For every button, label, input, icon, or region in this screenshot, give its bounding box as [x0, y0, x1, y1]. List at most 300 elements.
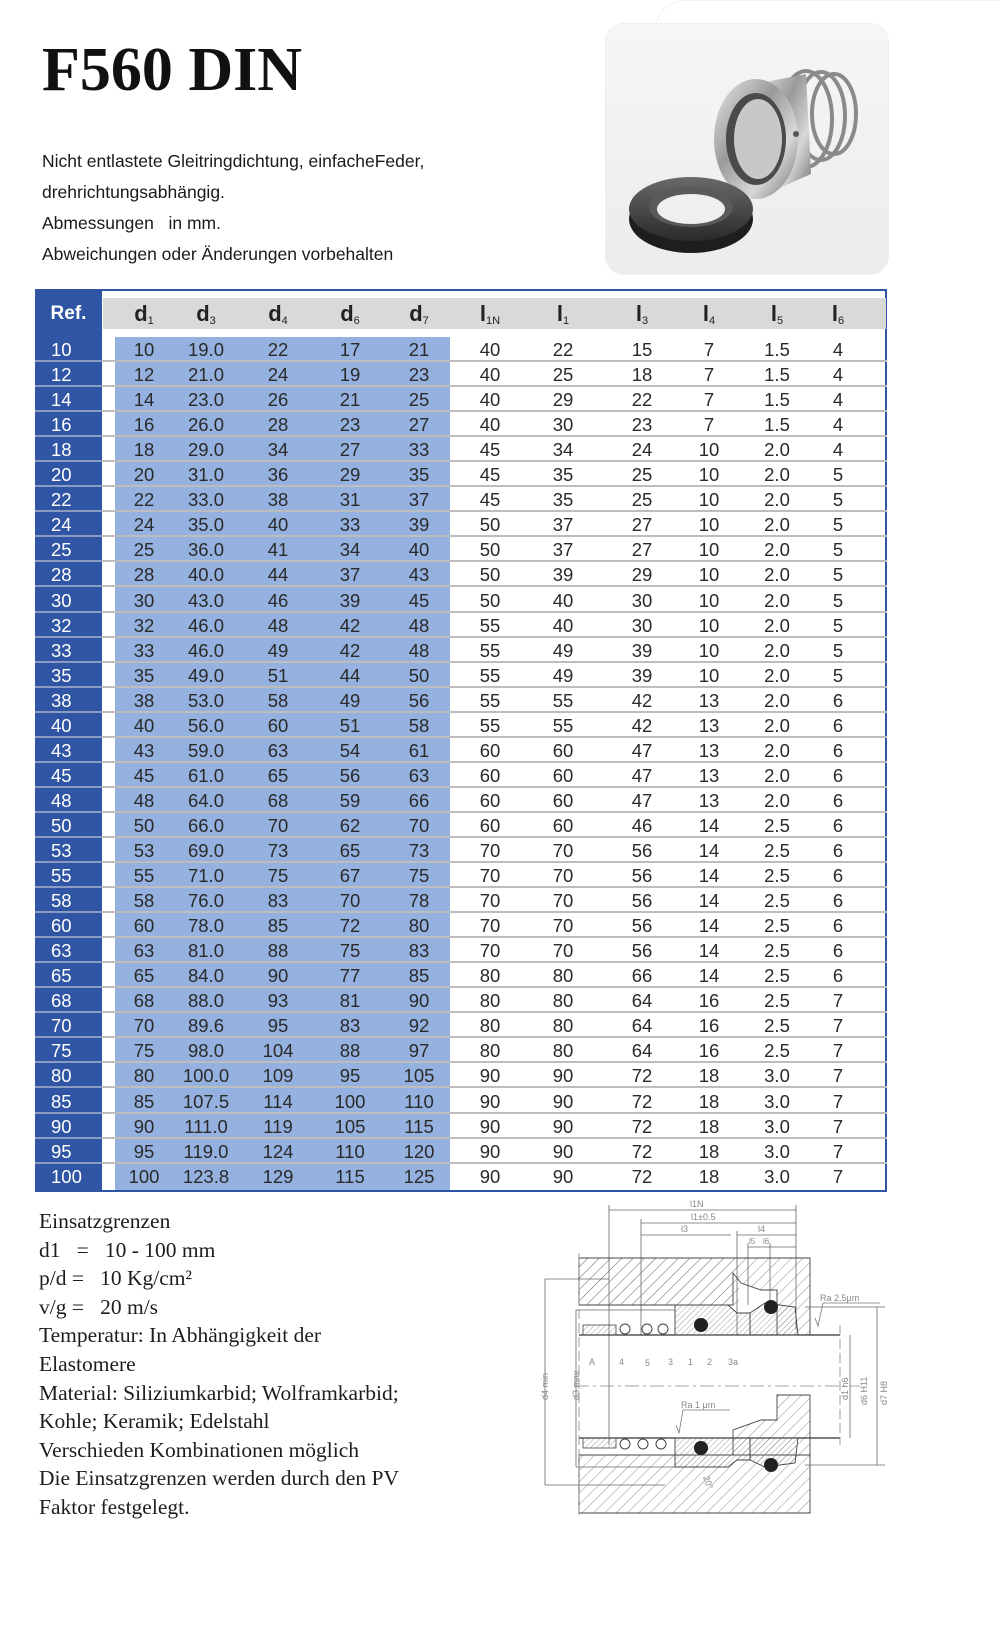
value-cell: 39 [631, 639, 653, 661]
value-cell: 7 [703, 414, 715, 436]
value-cell: 55 [479, 664, 501, 686]
value-cell: 2.0 [764, 664, 790, 686]
value-cell: 70 [479, 840, 501, 861]
value-cell: 24 [133, 514, 155, 536]
value-cell: 60 [479, 789, 501, 811]
value-cell: 23.0 [187, 389, 224, 411]
value-cell: 47 [631, 789, 653, 811]
value-cell: 14 [698, 940, 720, 962]
ref-cell: 35 [51, 664, 72, 686]
value-cell: 80 [552, 1040, 574, 1062]
value-cell: 78 [408, 890, 430, 912]
dim-l1n: l1N [690, 1199, 704, 1209]
column-header-subscript: 6 [838, 315, 845, 327]
value-cell: 45 [479, 464, 501, 486]
value-cell: 4 [832, 389, 844, 411]
value-cell: 21 [408, 339, 430, 360]
value-cell: 40 [133, 714, 155, 736]
ref-cell: 22 [51, 489, 72, 511]
value-cell: 119 [263, 1115, 293, 1137]
ref-cell: 38 [51, 689, 72, 711]
limit-temperature: Temperatur: In Abhängigkeit der [39, 1323, 322, 1348]
value-cell: 80 [133, 1065, 155, 1087]
table-row [35, 588, 887, 613]
column-header-subscript: 3 [642, 315, 649, 327]
ref-cell: 95 [51, 1140, 72, 1162]
value-cell: 10 [698, 664, 720, 686]
value-cell: 55 [479, 689, 501, 711]
value-cell: 37 [552, 539, 574, 561]
part-label-1: 1 [688, 1357, 694, 1367]
value-cell: 5 [832, 664, 844, 686]
ref-cell: 50 [51, 814, 72, 836]
column-header-l1n [460, 300, 520, 328]
value-cell: 65 [339, 840, 361, 861]
value-cell: 10 [698, 589, 720, 611]
value-cell: 68 [133, 990, 155, 1012]
column-header-d1 [114, 300, 174, 328]
value-cell: 39 [339, 589, 361, 611]
table-row [35, 638, 887, 663]
ref-cell: 80 [51, 1065, 72, 1087]
table-row [35, 537, 887, 562]
ref-cell: 16 [51, 414, 72, 436]
value-cell: 50 [408, 664, 430, 686]
value-cell: 2.5 [764, 890, 790, 912]
ref-cell: 85 [51, 1090, 72, 1112]
value-cell: 37 [408, 489, 430, 511]
table-row [35, 663, 887, 688]
value-cell: 5 [832, 589, 844, 611]
value-cell: 90 [552, 1090, 574, 1112]
value-cell: 109 [262, 1065, 294, 1087]
value-cell: 3.0 [764, 1090, 790, 1112]
table-row [35, 938, 887, 963]
value-cell: 90 [552, 1115, 574, 1137]
value-cell: 22 [267, 339, 289, 360]
value-cell: 70 [552, 840, 574, 861]
value-cell: 7 [832, 1115, 844, 1137]
value-cell: 29 [339, 464, 361, 486]
value-cell: 48 [408, 639, 430, 661]
table-row [35, 988, 887, 1013]
value-cell: 64 [631, 1015, 653, 1037]
value-cell: 56 [631, 915, 653, 937]
ref-cell: 25 [51, 539, 72, 561]
column-header-subscript: 1 [147, 315, 154, 327]
value-cell: 14 [133, 389, 155, 411]
value-cell: 49 [267, 639, 289, 661]
value-cell: 20 [133, 464, 155, 486]
column-header-d7 [389, 300, 449, 328]
value-cell: 16 [698, 1015, 720, 1037]
value-cell: 2.5 [764, 1040, 790, 1062]
table-row [35, 1139, 887, 1164]
dim-d6-label: d6 H11 [859, 1376, 869, 1405]
ref-cell: 32 [51, 614, 72, 636]
value-cell: 75 [339, 940, 361, 962]
value-cell: 70 [552, 940, 574, 962]
value-cell: 6 [832, 689, 844, 711]
value-cell: 33.0 [187, 489, 224, 511]
value-cell: 6 [832, 739, 844, 761]
value-cell: 33 [339, 514, 361, 536]
value-cell: 13 [698, 739, 720, 761]
value-cell: 14 [698, 865, 720, 887]
value-cell: 7 [832, 1065, 844, 1087]
ref-cell: 60 [51, 915, 72, 937]
table-row [35, 838, 887, 863]
description [42, 146, 424, 270]
value-cell: 70 [267, 814, 289, 836]
value-cell: 40.0 [187, 564, 224, 586]
table-row [35, 888, 887, 913]
value-cell: 58 [133, 890, 155, 912]
value-cell: 10 [698, 514, 720, 536]
value-cell: 89.6 [187, 1015, 224, 1037]
value-cell: 10 [698, 614, 720, 636]
value-cell: 55 [552, 714, 574, 736]
value-cell: 2.0 [764, 514, 790, 536]
value-cell: 90 [552, 1140, 574, 1162]
value-cell: 30 [133, 589, 155, 611]
value-cell: 31 [339, 489, 361, 511]
value-cell: 60 [552, 764, 574, 786]
value-cell: 39 [552, 564, 574, 586]
value-cell: 40 [479, 364, 501, 386]
value-cell: 60 [479, 739, 501, 761]
value-cell: 81.0 [187, 940, 224, 962]
value-cell: 16 [698, 1040, 720, 1062]
ref-cell: 68 [51, 990, 72, 1012]
value-cell: 60 [267, 714, 289, 736]
ref-cell: 28 [51, 564, 72, 586]
value-cell: 97 [408, 1040, 430, 1062]
column-header-subscript: 1 [563, 315, 570, 327]
value-cell: 55 [479, 714, 501, 736]
value-cell: 10 [698, 464, 720, 486]
value-cell: 2.5 [764, 915, 790, 937]
table-row [35, 412, 887, 437]
value-cell: 36.0 [187, 539, 224, 561]
value-cell: 5 [832, 564, 844, 586]
value-cell: 6 [832, 840, 844, 861]
value-cell: 14 [698, 965, 720, 987]
value-cell: 2.0 [764, 464, 790, 486]
value-cell: 80 [479, 1040, 501, 1062]
value-cell: 2.0 [764, 639, 790, 661]
value-cell: 25 [133, 539, 155, 561]
value-cell: 23 [631, 414, 653, 436]
value-cell: 5 [832, 464, 844, 486]
value-cell: 81 [339, 990, 361, 1012]
dim-d3-label: d3 max [571, 1370, 581, 1400]
value-cell: 50 [133, 814, 155, 836]
value-cell: 2.0 [764, 439, 790, 461]
value-cell: 50 [479, 539, 501, 561]
value-cell: 64 [631, 990, 653, 1012]
value-cell: 66 [408, 789, 430, 811]
ref-cell: 90 [51, 1115, 72, 1137]
value-cell: 21.0 [187, 364, 224, 386]
column-header-symbol: l [635, 301, 642, 326]
value-cell: 2.5 [764, 1015, 790, 1037]
value-cell: 42 [631, 714, 653, 736]
value-cell: 56.0 [187, 714, 224, 736]
value-cell: 25 [631, 489, 653, 511]
value-cell: 98.0 [187, 1040, 224, 1062]
value-cell: 70 [479, 940, 501, 962]
ref-cell: 10 [51, 339, 72, 360]
table-row [35, 763, 887, 788]
value-cell: 50 [479, 589, 501, 611]
value-cell: 3.0 [764, 1165, 790, 1187]
value-cell: 6 [832, 714, 844, 736]
value-cell: 58 [267, 689, 289, 711]
value-cell: 123.8 [182, 1165, 230, 1187]
value-cell: 6 [832, 940, 844, 962]
value-cell: 18 [631, 364, 653, 386]
value-cell: 4 [832, 339, 844, 360]
operating-limits [39, 1207, 399, 1522]
value-cell: 35 [408, 464, 430, 486]
value-cell: 40 [479, 339, 501, 360]
value-cell: 51 [267, 664, 289, 686]
value-cell: 2.0 [764, 589, 790, 611]
value-cell: 54 [339, 739, 361, 761]
value-cell: 70 [479, 890, 501, 912]
value-cell: 39 [631, 664, 653, 686]
column-header-symbol: l [831, 301, 838, 326]
value-cell: 5 [832, 614, 844, 636]
value-cell: 56 [631, 840, 653, 861]
value-cell: 115 [404, 1115, 434, 1137]
part-label-4: 4 [619, 1357, 625, 1367]
value-cell: 43 [133, 739, 155, 761]
value-cell: 35 [133, 664, 155, 686]
seal-cross-section-drawing [515, 1195, 895, 1520]
value-cell: 34 [552, 439, 574, 461]
value-cell: 37 [339, 564, 361, 586]
value-cell: 4 [832, 364, 844, 386]
dim-l1: l1±0.5 [691, 1212, 716, 1222]
value-cell: 90 [479, 1090, 501, 1112]
value-cell: 33 [408, 439, 430, 461]
value-cell: 2.0 [764, 614, 790, 636]
value-cell: 40 [267, 514, 289, 536]
value-cell: 6 [832, 965, 844, 987]
limit-pv-note: Die Einsatzgrenzen werden durch den PV [39, 1466, 399, 1491]
value-cell: 10 [698, 564, 720, 586]
value-cell: 22 [552, 339, 574, 360]
value-cell: 25 [552, 364, 574, 386]
value-cell: 84.0 [187, 965, 224, 987]
value-cell: 30 [631, 614, 653, 636]
value-cell: 43 [408, 564, 430, 586]
ra-outer-label: Ra 2.5μm [820, 1293, 860, 1303]
value-cell: 88 [339, 1040, 361, 1062]
column-header-subscript: 6 [353, 315, 360, 327]
value-cell: 64.0 [187, 789, 224, 811]
value-cell: 2.0 [764, 789, 790, 811]
value-cell: 41 [267, 539, 289, 561]
value-cell: 3.0 [764, 1140, 790, 1162]
value-cell: 105 [403, 1065, 435, 1087]
value-cell: 35 [552, 489, 574, 511]
table-row [35, 613, 887, 638]
value-cell: 73 [408, 840, 430, 861]
value-cell: 129 [262, 1165, 294, 1187]
ref-cell: 48 [51, 789, 72, 811]
value-cell: 70 [552, 865, 574, 887]
value-cell: 27 [631, 539, 653, 561]
table-row [35, 863, 887, 888]
value-cell: 90 [479, 1140, 501, 1162]
value-cell: 55 [479, 639, 501, 661]
value-cell: 35.0 [187, 514, 224, 536]
value-cell: 56 [631, 940, 653, 962]
value-cell: 107.5 [182, 1090, 230, 1112]
value-cell: 4 [832, 414, 844, 436]
value-cell: 71.0 [187, 865, 224, 887]
description-line: drehrichtungsabhängig. [42, 182, 225, 202]
value-cell: 18 [698, 1115, 720, 1137]
value-cell: 60 [479, 764, 501, 786]
value-cell: 18 [698, 1165, 720, 1187]
dim-d7-label: d7 H8 [879, 1380, 889, 1405]
value-cell: 46 [267, 589, 289, 611]
value-cell: 95 [339, 1065, 361, 1087]
value-cell: 110 [335, 1140, 365, 1162]
table-row [35, 963, 887, 988]
column-header-symbol: l [770, 301, 777, 326]
column-header-subscript: 1N [486, 315, 501, 327]
ref-cell: 40 [51, 714, 72, 736]
ref-cell: 24 [51, 514, 72, 536]
value-cell: 111.0 [184, 1115, 228, 1137]
value-cell: 7 [832, 1165, 844, 1187]
value-cell: 80 [479, 965, 501, 987]
value-cell: 70 [339, 890, 361, 912]
value-cell: 35 [552, 464, 574, 486]
value-cell: 47 [631, 739, 653, 761]
value-cell: 42 [631, 689, 653, 711]
value-cell: 80 [552, 1015, 574, 1037]
column-header-d3 [176, 300, 236, 328]
value-cell: 90 [479, 1115, 501, 1137]
value-cell: 29 [631, 564, 653, 586]
column-header-symbol: d [196, 301, 210, 326]
value-cell: 90 [479, 1165, 501, 1187]
value-cell: 36 [267, 464, 289, 486]
value-cell: 16 [133, 414, 155, 436]
value-cell: 63 [408, 764, 430, 786]
value-cell: 50 [479, 564, 501, 586]
value-cell: 7 [832, 1140, 844, 1162]
value-cell: 85 [267, 915, 289, 937]
value-cell: 72 [631, 1115, 653, 1137]
value-cell: 5 [832, 489, 844, 511]
value-cell: 44 [339, 664, 361, 686]
value-cell: 60 [552, 739, 574, 761]
table-row [35, 813, 887, 838]
value-cell: 25 [408, 389, 430, 411]
value-cell: 70 [408, 814, 430, 836]
product-photo [606, 24, 888, 274]
value-cell: 62 [339, 814, 361, 836]
limit-combinations: Verschieden Kombinationen möglich [39, 1437, 360, 1462]
column-header-symbol: d [268, 301, 282, 326]
value-cell: 93 [267, 990, 289, 1012]
value-cell: 73 [267, 840, 289, 861]
value-cell: 13 [698, 764, 720, 786]
value-cell: 27 [339, 439, 361, 461]
table-row [35, 562, 887, 587]
column-header-subscript: 5 [777, 315, 784, 327]
value-cell: 55 [479, 614, 501, 636]
value-cell: 40 [552, 589, 574, 611]
value-cell: 42 [339, 639, 361, 661]
value-cell: 66 [631, 965, 653, 987]
value-cell: 45 [408, 589, 430, 611]
limits-heading: Einsatzgrenzen [39, 1209, 171, 1233]
value-cell: 2.0 [764, 739, 790, 761]
value-cell: 2.0 [764, 714, 790, 736]
column-header-subscript: 4 [709, 315, 716, 327]
value-cell: 21 [339, 389, 361, 411]
value-cell: 45 [479, 439, 501, 461]
value-cell: 90 [552, 1065, 574, 1087]
value-cell: 48 [408, 614, 430, 636]
column-header-symbol: d [409, 301, 423, 326]
part-label-2: 2 [707, 1357, 713, 1367]
dim-d4-label: d4 min [540, 1372, 550, 1400]
value-cell: 48 [133, 789, 155, 811]
table-row [35, 713, 887, 738]
value-cell: 56 [408, 689, 430, 711]
table-row [35, 1013, 887, 1038]
value-cell: 6 [832, 764, 844, 786]
value-cell: 72 [631, 1090, 653, 1112]
table-row [35, 788, 887, 813]
table-row [35, 1038, 887, 1063]
value-cell: 83 [339, 1015, 361, 1037]
value-cell: 29 [552, 389, 574, 411]
column-header-l4 [679, 300, 739, 328]
value-cell: 7 [703, 339, 715, 360]
value-cell: 40 [408, 539, 430, 561]
value-cell: 120 [403, 1140, 435, 1162]
value-cell: 6 [832, 789, 844, 811]
value-cell: 19.0 [187, 339, 224, 360]
value-cell: 2.5 [764, 814, 790, 836]
value-cell: 49 [552, 639, 574, 661]
table-row [35, 387, 887, 412]
angle-label: 20° [701, 1474, 716, 1491]
column-header-d6 [320, 300, 380, 328]
value-cell: 18 [698, 1065, 720, 1087]
column-header-subscript: 4 [281, 315, 288, 327]
ref-cell: 33 [51, 639, 72, 661]
value-cell: 34 [339, 539, 361, 561]
value-cell: 18 [133, 439, 155, 461]
dim-l4: l4 [758, 1224, 766, 1234]
value-cell: 55 [133, 865, 155, 887]
value-cell: 75 [133, 1040, 155, 1062]
value-cell: 125 [403, 1165, 435, 1187]
value-cell: 7 [703, 364, 715, 386]
value-cell: 115 [335, 1165, 365, 1187]
